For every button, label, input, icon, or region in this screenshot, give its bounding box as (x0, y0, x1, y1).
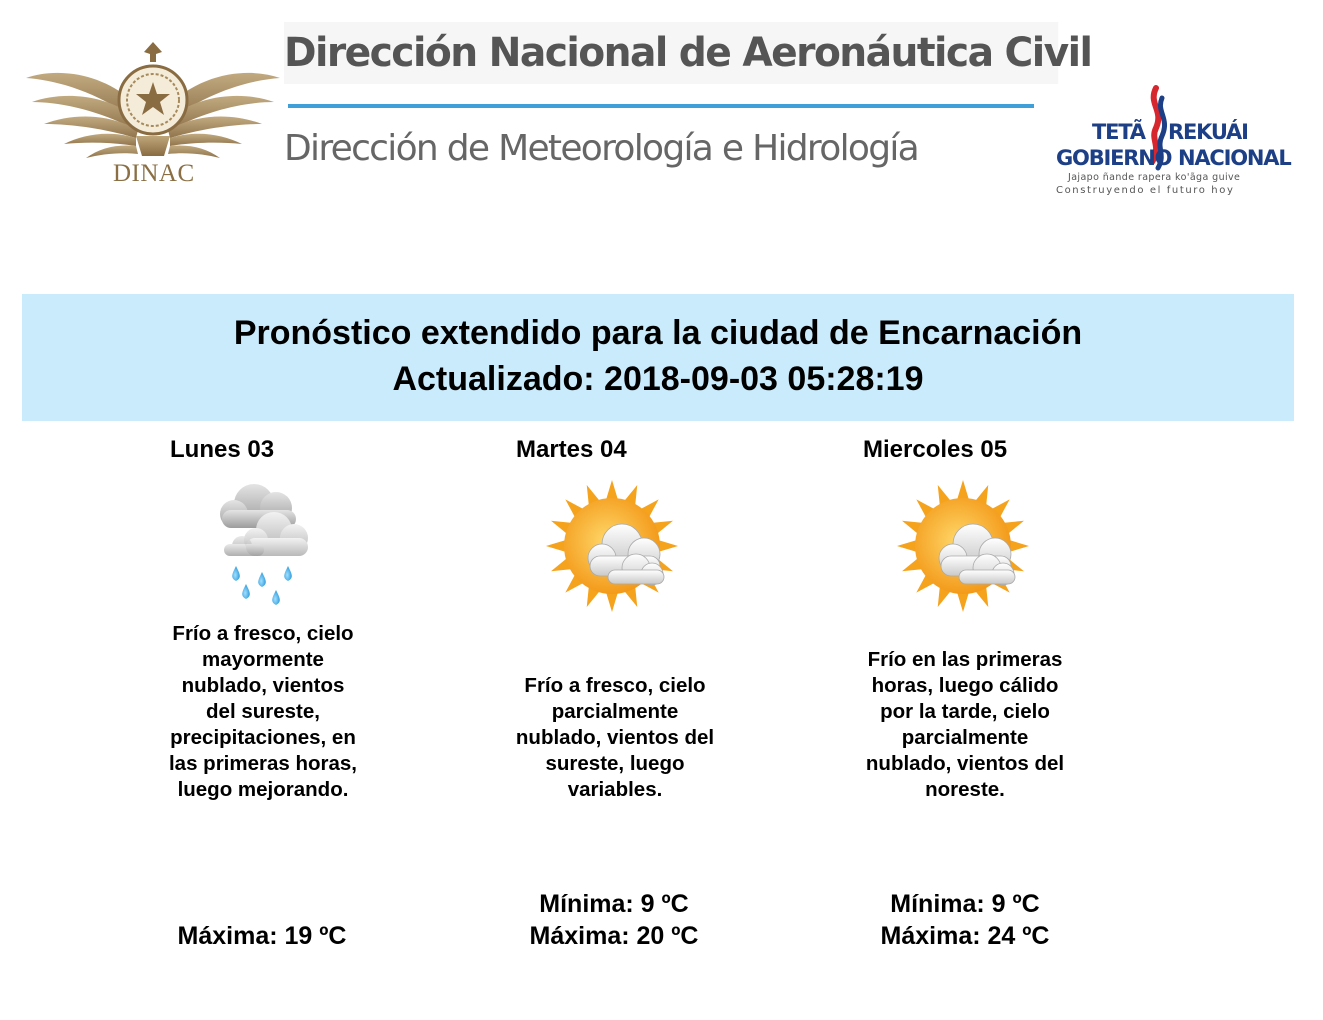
gov-logo-line1-right: REKUÁI (1168, 120, 1248, 144)
min-temperature: Mínima: 9 ºC (539, 890, 689, 918)
forecast-description: Frío a fresco, cielo mayormente nublado, vientos del sureste, precipitaciones, en las primeras horas, luego mejorando. (168, 622, 357, 801)
gov-logo-line1-left: TETÃ (1092, 120, 1145, 144)
rain-cloud-icon (212, 480, 316, 610)
gobierno-nacional-logo (1052, 84, 1291, 204)
gov-logo-slogan-guarani: Jajapo ñande rapera ko'ãga guive (1068, 172, 1241, 183)
forecast-description: Frío en las primeras horas, luego cálido por la tarde, cielo parcialmente nublado, vientos del noreste. (865, 648, 1065, 801)
gov-logo-line2-right: NACIONAL (1178, 146, 1291, 170)
forecast-banner (22, 294, 1294, 421)
dinac-logo-text: DINAC (113, 160, 195, 187)
max-temperature: Máxima: 24 ºC (880, 922, 1050, 950)
org-name-heading: Dirección Nacional de Aeronáutica Civil (284, 22, 1058, 84)
org-subtitle: Dirección de Meteorología e Hidrología (284, 128, 919, 169)
day-title: Martes 04 (516, 436, 627, 463)
gov-logo-line2-left: GOBIERNO (1056, 146, 1172, 170)
day-title: Miercoles 05 (863, 436, 1008, 463)
gov-logo-slogan: Construyendo el futuro hoy (1056, 185, 1235, 196)
forecast-description: Frío a fresco, cielo parcialmente nublado, vientos del sureste, luego variables. (515, 674, 715, 801)
forecast-updated-timestamp: Actualizado: 2018-09-03 05:28:19 (392, 360, 924, 398)
max-temperature: Máxima: 19 ºC (177, 922, 347, 950)
header-divider (288, 104, 1034, 108)
partly-cloudy-sun-icon (895, 478, 1031, 614)
day-title: Lunes 03 (170, 436, 275, 463)
partly-cloudy-sun-icon (544, 478, 680, 614)
forecast-title: Pronóstico extendido para la ciudad de Encarnación (233, 314, 1083, 352)
max-temperature: Máxima: 20 ºC (529, 922, 699, 950)
min-temperature: Mínima: 9 ºC (890, 890, 1040, 918)
